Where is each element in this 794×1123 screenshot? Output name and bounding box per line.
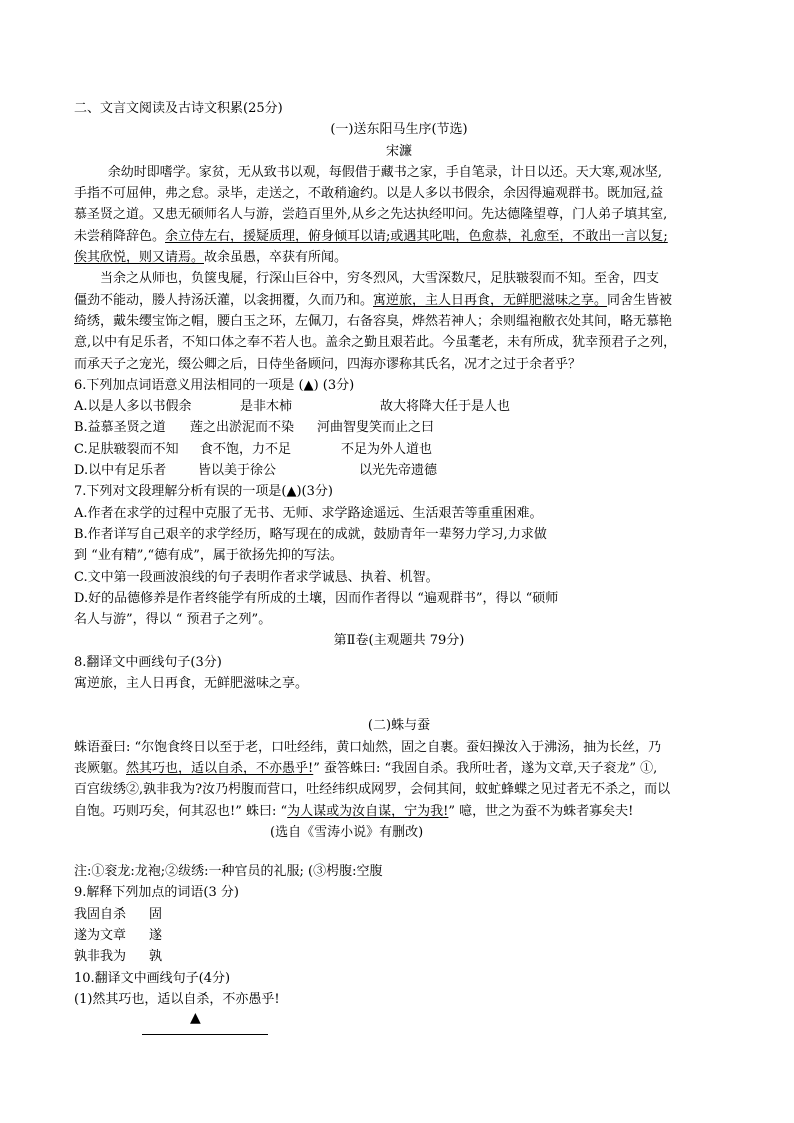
option-b-1: B.益慕圣贤之道 <box>74 420 166 436</box>
wavy-underlined-sentence-end: 俟其欣悦，则又请焉。 <box>74 250 205 266</box>
passage1-p1-line4 <box>74 226 724 247</box>
text: 丧厥躯。 <box>74 760 127 776</box>
underlined-sentence: 为人谋或为汝自谋，宁为我! <box>287 803 449 819</box>
q7-option-a: A.作者在求学的过程中克服了无书、无师、求学路途遥远、生活艰苦等重重困难。 <box>74 505 543 521</box>
q7-option-b-line2: 到 “业有精”,“德有成”，属于欲扬先抑的写法。 <box>74 548 343 564</box>
passage1-p2-line2 <box>74 290 724 311</box>
answer-marker: ▲ <box>190 1010 201 1027</box>
passage1-p2-line1: 当余之从师也，负箧曳屣，行深山巨谷中，穷冬烈风，大雪深数尺，足肤皲裂而不知。至舍，四支 <box>100 271 660 287</box>
passage2-line4 <box>74 801 724 822</box>
q9-word: 遂 <box>149 927 163 943</box>
q8-sentence: 寓逆旅，主人日再食，无鲜肥滋味之享。 <box>74 676 309 692</box>
text: ” 噫，世之为蚕不为蛛者寡矣夫! <box>448 803 634 819</box>
option-a-2: 是非木柿 <box>240 399 293 415</box>
text: 未尝稍降辞色。 <box>74 228 166 244</box>
q9-word: 固 <box>149 906 163 922</box>
text: 同舍生皆被 <box>607 292 673 308</box>
option-a-1: A.以是人多以书假余 <box>74 399 192 415</box>
q7-option-d-line1: D.好的品德修养是作者终能学有所成的土壤，因而作者得以 “遍观群书”，得以 “硕师 <box>74 590 559 606</box>
volume-2-heading: 第Ⅱ卷(主观题共 79分) <box>333 633 465 649</box>
q9-phrase: 遂为文章 <box>74 927 127 943</box>
q9-item-2 <box>74 925 724 946</box>
option-c-2: 食不饱，力不足 <box>200 441 292 457</box>
passage1-p1-line3: 慕圣贤之道。又患无硕师名人与游，尝趋百里外,从乡之先达执经叩问。先达德隆望尊，门人弟子填其室, <box>74 207 668 223</box>
q6-stem: 6.下列加点词语意义用法相同的一项是 (▲) (3分) <box>74 377 355 393</box>
q7-stem: 7.下列对文段理解分析有误的一项是(▲)(3分) <box>74 484 333 500</box>
q9-phrase: 孰非我为 <box>74 949 127 965</box>
q9-stem: 9.解释下列加点的词语(3 分) <box>74 885 239 901</box>
q10-stem: 10.翻译文中画线句子(4分) <box>74 970 231 986</box>
q7-option-b-line1: B.作者详写自己艰辛的求学经历，略写现在的成就，鼓励青年一辈努力学习,力求做 <box>74 526 547 542</box>
passage1-p1-line5 <box>74 247 724 268</box>
wavy-underlined-sentence: 余立侍左右，援疑质理，俯身倾耳以请;或遇其叱咄，色愈恭，礼愈至，不敢出一言以复; <box>165 228 668 244</box>
passage2-source: (选自《雪涛小说》有删改) <box>270 824 424 840</box>
passage2-line2 <box>74 758 724 779</box>
option-c-1: C.足肤皲裂而不知 <box>74 441 179 457</box>
option-d-1: D.以中有足乐者 <box>74 463 167 479</box>
option-b-3: 河曲智叟笑而止之曰 <box>317 420 435 436</box>
q9-word: 孰 <box>149 949 163 965</box>
q6-option-a <box>74 396 724 417</box>
passage1-p1-line2: 手指不可屈伸，弗之怠。录毕，走送之，不敢稍逾约。以是人多以书假余，余因得遍观群书。既加冠,益 <box>74 186 664 202</box>
answer-line <box>142 1010 268 1035</box>
q6-option-b <box>74 417 724 438</box>
q9-item-1 <box>74 904 724 925</box>
spacer <box>74 694 724 715</box>
text: 自饱。巧则巧矣，何其忍也!” 蛛曰: “ <box>74 803 288 819</box>
q10-item-1: (1)然其巧也，适以自杀，不亦愚乎! <box>74 991 280 1007</box>
option-c-3: 不足为外人道也 <box>341 441 433 457</box>
option-d-3: 以光先帝遗德 <box>359 463 438 479</box>
option-d-2: 皆以美于徐公 <box>198 463 277 479</box>
q7-option-c: C.文中第一段画波浪线的句子表明作者求学诚恳、执着、机智。 <box>74 569 439 585</box>
underlined-sentence: 寓逆旅，主人日再食，无鲜肥滋味之享。 <box>373 292 608 308</box>
notes: 注:①衮龙:龙袍;②绂绣:一种官员的礼服; (③枵腹:空腹 <box>74 864 383 880</box>
q9-phrase: 我固自杀 <box>74 906 127 922</box>
content <box>74 98 724 1035</box>
option-b-2: 莲之出淤泥而不染 <box>190 420 295 436</box>
text: ” 蚕答蛛曰: “我固自杀。我所吐者，遂为文章,天子衮龙” ①, <box>313 760 658 776</box>
option-a-3: 故大将降大任于是人也 <box>380 399 511 415</box>
passage2-title: (二)蛛与蚕 <box>367 718 431 734</box>
section-heading: 二、文言文阅读及古诗文积累(25分) <box>74 101 283 116</box>
passage1-p2-line4: 意,以中有足乐者，不知口体之奉不若人也。盖余之勤且艰若此。今虽耄老，未有所成，犹幸预君子之列， <box>74 335 677 351</box>
passage1-title: (一)送东阳马生序(节选) <box>330 122 468 138</box>
passage1-p2-line5: 而承天子之宠光，缀公卿之后，日侍坐备顾问，四海亦谬称其氏名，况才之过于余者乎？ <box>74 356 582 372</box>
q7-option-d-line2: 名人与游”，得以 “ 预君子之列”。 <box>74 612 272 628</box>
passage1-author: 宋濂 <box>385 143 412 159</box>
q6-option-c <box>74 439 724 460</box>
text: 僵劲不能动，媵人持汤沃灌，以衾拥覆，久而乃和。 <box>74 292 374 308</box>
passage1-p2-line3: 绮绣，戴朱缨宝饰之帽，腰白玉之环，左佩刀，右备容臭，烨然若神人；余则缊袍敝衣处其间，略无慕艳 <box>74 313 673 329</box>
passage2-line1: 蛛语蚕曰: “尔饱食终日以至于老，口吐经纬，黄口灿然，固之自裹。蚕妇操汝入于沸汤，抽为长丝，乃 <box>74 739 662 755</box>
q6-option-d <box>74 460 724 481</box>
passage1-p1-line1: 余幼时即嗜学。家贫，无从致书以观，每假借于藏书之家，手自笔录，计日以还。天大寒,观冰坚, <box>107 164 663 180</box>
spacer <box>74 843 724 861</box>
underlined-sentence: 然其巧也，适以自杀，不亦愚乎! <box>126 760 314 776</box>
q9-item-3 <box>74 946 724 967</box>
passage2-line3: 百宫绂绣②,孰非我为?汝乃枵腹而营口，吐经纬织成网罗，会伺其间，蚊虻蜂蝶之见过者无不杀之，而以 <box>74 782 671 798</box>
text: 故余虽愚，卒获有所闻。 <box>204 250 348 266</box>
q8-stem: 8.翻译文中画线句子(3分) <box>74 654 222 670</box>
